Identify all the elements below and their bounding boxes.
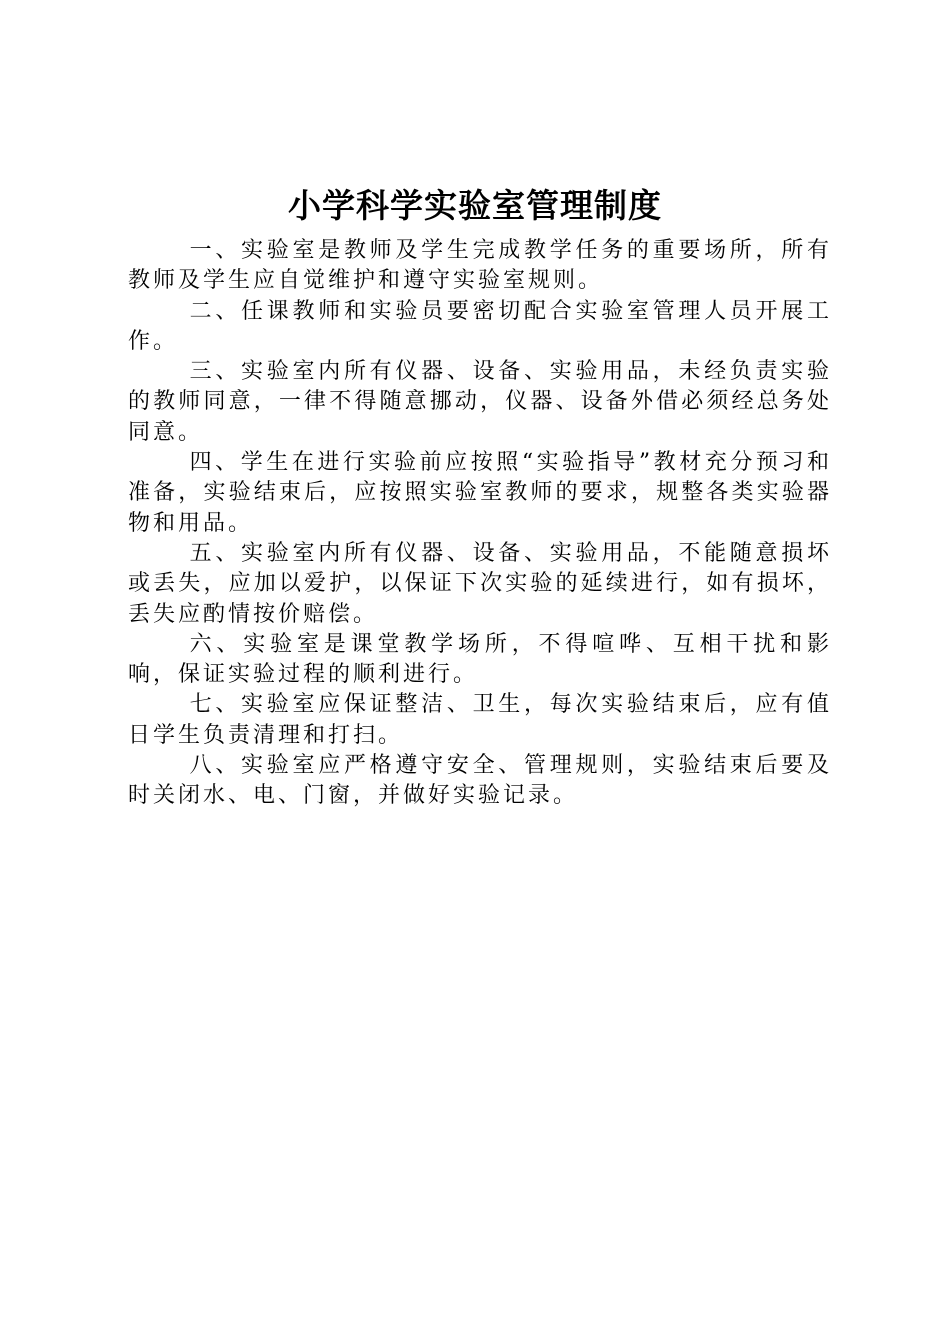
document-title: 小学科学实验室管理制度 — [288, 186, 662, 225]
clause-1: 一、实验室是教师及学生完成教学任务的重要场所，所有教师及学生应自觉维护和遵守实验室规则。 — [128, 238, 832, 294]
clause-6: 六、实验室是课堂教学场所，不得喧哗、互相干扰和影响，保证实验过程的顺利进行。 — [128, 631, 832, 688]
clause-3: 三、实验室内所有仪器、设备、实验用品，未经负责实验的教师同意，一律不得随意挪动，仪器、设备外借必须经总务处同意。 — [128, 359, 832, 445]
clause-5: 五、实验室内所有仪器、设备、实验用品，不能随意损坏或丢失，应加以爱护，以保证下次实验的延续进行，如有损坏，丢失应酌情按价赔偿。 — [128, 540, 832, 627]
clause-7: 七、实验室应保证整洁、卫生，每次实验结束后，应有值日学生负责清理和打扫。 — [128, 692, 832, 748]
clause-2: 二、任课教师和实验员要密切配合实验室管理人员开展工作。 — [128, 298, 832, 354]
document-body — [128, 236, 832, 812]
clause-8: 八、实验室应严格遵守安全、管理规则，实验结束后要及时关闭水、电、门窗，并做好实验记录。 — [128, 753, 832, 809]
clause-4: 四、学生在进行实验前应按照“实验指导”教材充分预习和准备，实验结束后，应按照实验室教师的要求，规整各类实验器物和用品。 — [128, 450, 832, 536]
